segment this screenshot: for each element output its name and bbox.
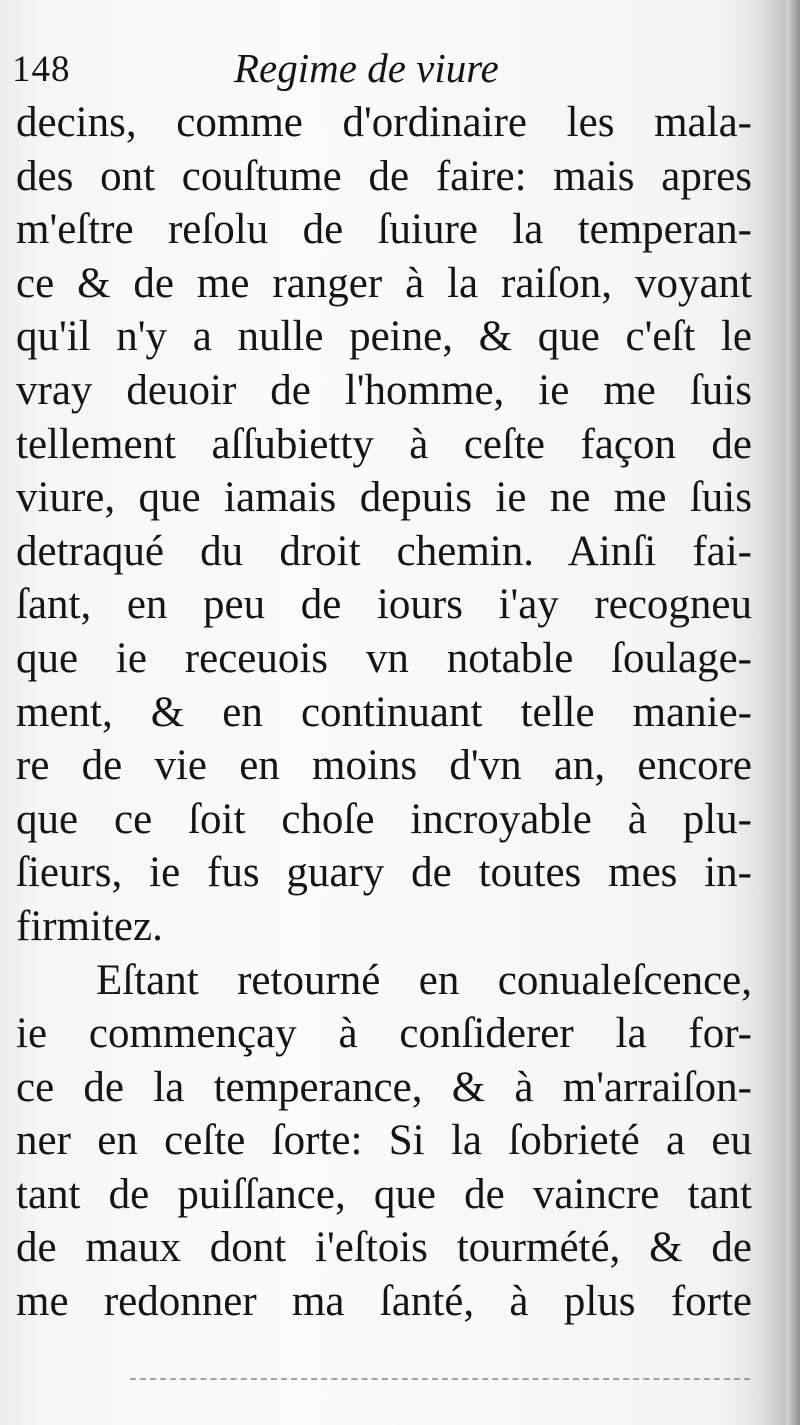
text-line: ment, & en continuant telle manie- — [16, 688, 752, 736]
text-line: re de vie en moins d'vn an, encore — [16, 742, 752, 790]
paragraph-start-line: Eſtant retourné en conualeſcence, — [96, 956, 752, 1004]
text-line: m'eſtre reſolu de ſuiure la temperan- — [16, 206, 752, 254]
text-line: qu'il n'y a nulle peine, & que c'eſt le — [16, 313, 752, 361]
text-line: ſieurs, ie fus guary de toutes mes in- — [16, 849, 752, 897]
text-line: viure, que iamais depuis ie ne me ſuis — [16, 474, 752, 522]
text-line: que ce ſoit choſe incroyable à plu- — [16, 795, 752, 843]
text-line: ie commençay à conſiderer la for- — [16, 1010, 752, 1058]
text-line: ce de la temperance, & à m'arraiſon- — [16, 1063, 752, 1111]
text-line: decins, comme d'ordinaire les mala- — [16, 99, 752, 146]
text-line: firmitez. — [16, 902, 163, 950]
text-line: detraqué du droit chemin. Ainſi fai- — [16, 527, 752, 575]
text-line: des ont couſtume de faire: mais apres — [16, 152, 752, 200]
text-line: ner en ceſte ſorte: Si la ſobrieté a eu — [16, 1117, 752, 1165]
text-line: me redonner ma ſanté, à plus forte — [16, 1278, 752, 1326]
text-line: que ie receuois vn notable ſoulage- — [16, 634, 752, 682]
text-line: ſant, en peu de iours i'ay recogneu — [16, 581, 752, 629]
text-line: vray deuoir de l'homme, ie me ſuis — [16, 366, 752, 414]
body-text — [16, 96, 752, 1329]
running-title: Regime de viure — [234, 45, 499, 91]
text-line: de maux dont i'eſtois tourmété, & de — [16, 1224, 752, 1272]
text-line: ce & de me ranger à la raiſon, voyant — [16, 259, 752, 307]
text-line: tant de puiſſance, que de vaincre tant — [16, 1170, 752, 1218]
bottom-rule — [130, 1378, 750, 1380]
page-edge — [786, 0, 800, 1425]
page-header — [12, 40, 772, 100]
page-number: 148 — [12, 49, 71, 90]
text-line: tellement aſſubietty à ceſte façon de — [16, 420, 752, 468]
